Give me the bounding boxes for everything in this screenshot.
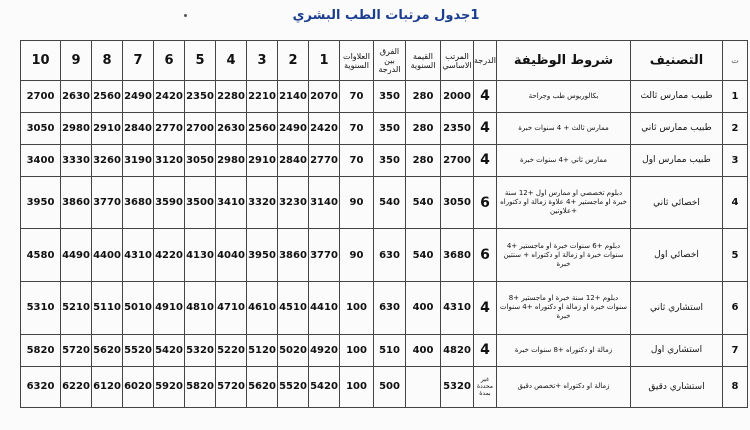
header-step-8: 8 (92, 41, 123, 81)
row-annual-value: 280 (406, 112, 441, 144)
row-step-5: 5820 (185, 366, 216, 407)
row-step-7: 4310 (123, 229, 154, 282)
header-step-4: 4 (216, 41, 247, 81)
row-grade: 4 (474, 112, 497, 144)
row-step-5: 4810 (185, 282, 216, 335)
row-base-salary: 5320 (441, 366, 474, 407)
row-step-10: 3050 (21, 112, 61, 144)
row-step-1: 4920 (309, 334, 340, 366)
page-title: 1جدول مرتبات الطب البشري (292, 8, 480, 23)
header-classification: التصنيف (631, 41, 723, 81)
row-grade: 6 (474, 176, 497, 229)
row-grade: 4 (474, 81, 497, 113)
row-step-2: 5020 (278, 334, 309, 366)
row-step-6: 3120 (154, 144, 185, 176)
row-annual-value: 400 (406, 282, 441, 335)
row-classification: طبيب ممارس ثالث (631, 81, 723, 113)
row-base-salary: 2700 (441, 144, 474, 176)
row-step-6: 5920 (154, 366, 185, 407)
table-row (21, 334, 748, 366)
row-step-4: 4710 (216, 282, 247, 335)
row-step-4: 2980 (216, 144, 247, 176)
row-conditions: دبلوم تخصصي او ممارس اول +12 سنة خبرة او ماجستير +4 علاوة زمالة او دكتوراه +علاوتين (497, 176, 631, 229)
row-step-8: 6120 (92, 366, 123, 407)
row-step-7: 5010 (123, 282, 154, 335)
row-step-3: 5620 (247, 366, 278, 407)
row-grade-difference: 350 (374, 144, 406, 176)
page-mark (184, 14, 187, 17)
row-step-2: 3230 (278, 176, 309, 229)
row-base-salary: 3050 (441, 176, 474, 229)
header-step-7: 7 (123, 41, 154, 81)
row-step-10: 5310 (21, 282, 61, 335)
row-step-7: 6020 (123, 366, 154, 407)
row-grade-difference: 350 (374, 81, 406, 113)
row-step-7: 3190 (123, 144, 154, 176)
row-step-2: 2490 (278, 112, 309, 144)
header-step-9: 9 (61, 41, 92, 81)
row-step-4: 5720 (216, 366, 247, 407)
row-step-2: 3860 (278, 229, 309, 282)
row-grade: 4 (474, 282, 497, 335)
row-conditions: دبلوم +6 سنوات خبرة او ماجستير +4 سنوات خبرة او زمالة او دكتوراه + سنتين خبرة (497, 229, 631, 282)
row-conditions: دبلوم +12 سنة خبرة او ماجستير +8 سنوات خبرة او زمالة او دكتوراه +4 سنوات خبرة (497, 282, 631, 335)
row-annual-value: 540 (406, 176, 441, 229)
row-step-8: 3260 (92, 144, 123, 176)
row-annual-raises: 70 (340, 112, 374, 144)
row-classification: اخصائي ثاني (631, 176, 723, 229)
row-step-8: 4400 (92, 229, 123, 282)
header-step-3: 3 (247, 41, 278, 81)
table-row (21, 176, 748, 229)
row-step-6: 3590 (154, 176, 185, 229)
row-step-6: 4220 (154, 229, 185, 282)
header-step-5: 5 (185, 41, 216, 81)
row-annual-raises: 100 (340, 366, 374, 407)
row-classification: اخصائي اول (631, 229, 723, 282)
row-base-salary: 4310 (441, 282, 474, 335)
row-step-8: 3770 (92, 176, 123, 229)
row-step-1: 4410 (309, 282, 340, 335)
table-row (21, 366, 748, 407)
row-step-6: 2770 (154, 112, 185, 144)
header-serial: ت (723, 41, 748, 81)
row-step-5: 3050 (185, 144, 216, 176)
row-step-2: 5520 (278, 366, 309, 407)
header-grade-difference: الفرق بين الدرجة (374, 41, 406, 81)
table-row (21, 112, 748, 144)
row-step-7: 2490 (123, 81, 154, 113)
row-step-2: 4510 (278, 282, 309, 335)
row-step-2: 2840 (278, 144, 309, 176)
row-base-salary: 3680 (441, 229, 474, 282)
row-step-4: 2280 (216, 81, 247, 113)
row-step-7: 5520 (123, 334, 154, 366)
row-step-9: 2980 (61, 112, 92, 144)
row-grade-difference: 500 (374, 366, 406, 407)
row-classification: طبيب ممارس اول (631, 144, 723, 176)
row-step-4: 4040 (216, 229, 247, 282)
row-grade: غير محددة بمدة (474, 366, 497, 407)
header-conditions: شروط الوظيفة (497, 41, 631, 81)
row-step-4: 3410 (216, 176, 247, 229)
table-body (21, 81, 748, 408)
header-step-1: 1 (309, 41, 340, 81)
header-grade: الدرجة (474, 41, 497, 81)
row-serial: 3 (723, 144, 748, 176)
row-step-10: 6320 (21, 366, 61, 407)
row-classification: طبيب ممارس ثاني (631, 112, 723, 144)
table-row (21, 229, 748, 282)
table-row (21, 282, 748, 335)
row-base-salary: 2350 (441, 112, 474, 144)
row-step-9: 4490 (61, 229, 92, 282)
row-step-7: 3680 (123, 176, 154, 229)
row-step-10: 5820 (21, 334, 61, 366)
row-conditions: زمالة او دكتوراه +8 سنوات خبرة (497, 334, 631, 366)
row-step-5: 5320 (185, 334, 216, 366)
row-step-3: 5120 (247, 334, 278, 366)
row-step-8: 5620 (92, 334, 123, 366)
row-step-6: 4910 (154, 282, 185, 335)
row-step-3: 2910 (247, 144, 278, 176)
row-serial: 4 (723, 176, 748, 229)
row-grade-difference: 540 (374, 176, 406, 229)
row-step-9: 3860 (61, 176, 92, 229)
row-serial: 7 (723, 334, 748, 366)
salary-table (20, 40, 748, 408)
row-base-salary: 2000 (441, 81, 474, 113)
salary-table-container (20, 40, 742, 408)
row-step-6: 5420 (154, 334, 185, 366)
row-step-3: 2210 (247, 81, 278, 113)
header-step-6: 6 (154, 41, 185, 81)
row-step-10: 3950 (21, 176, 61, 229)
header-step-10: 10 (21, 41, 61, 81)
row-step-5: 2350 (185, 81, 216, 113)
row-step-10: 4580 (21, 229, 61, 282)
row-grade-difference: 630 (374, 282, 406, 335)
row-grade-difference: 630 (374, 229, 406, 282)
row-step-10: 2700 (21, 81, 61, 113)
row-step-10: 3400 (21, 144, 61, 176)
row-step-3: 2560 (247, 112, 278, 144)
row-conditions: بكالوريوس طب وجراحة (497, 81, 631, 113)
row-grade: 4 (474, 144, 497, 176)
row-classification: استشاري ثاني (631, 282, 723, 335)
row-step-4: 5220 (216, 334, 247, 366)
row-step-3: 3320 (247, 176, 278, 229)
row-step-2: 2140 (278, 81, 309, 113)
row-step-1: 2070 (309, 81, 340, 113)
row-annual-value (406, 366, 441, 407)
row-serial: 6 (723, 282, 748, 335)
row-step-9: 5720 (61, 334, 92, 366)
header-annual-value: القيمة السنوية (406, 41, 441, 81)
table-row (21, 144, 748, 176)
row-step-5: 4130 (185, 229, 216, 282)
row-step-5: 2700 (185, 112, 216, 144)
row-grade-difference: 510 (374, 334, 406, 366)
row-step-9: 5210 (61, 282, 92, 335)
row-conditions: زمالة او دكتوراه +تخصص دقيق (497, 366, 631, 407)
row-annual-raises: 100 (340, 334, 374, 366)
row-annual-value: 280 (406, 144, 441, 176)
row-annual-raises: 100 (340, 282, 374, 335)
row-step-8: 2560 (92, 81, 123, 113)
row-step-7: 2840 (123, 112, 154, 144)
row-annual-value: 280 (406, 81, 441, 113)
row-serial: 2 (723, 112, 748, 144)
row-step-1: 3770 (309, 229, 340, 282)
row-step-3: 3950 (247, 229, 278, 282)
row-step-1: 2420 (309, 112, 340, 144)
table-header-row (21, 41, 748, 81)
row-classification: استشاري دقيق (631, 366, 723, 407)
row-step-3: 4610 (247, 282, 278, 335)
row-serial: 5 (723, 229, 748, 282)
row-grade: 6 (474, 229, 497, 282)
header-base-salary: المرتب الاساسي (441, 41, 474, 81)
row-classification: استشاري اول (631, 334, 723, 366)
row-step-1: 5420 (309, 366, 340, 407)
row-step-8: 5110 (92, 282, 123, 335)
row-grade-difference: 350 (374, 112, 406, 144)
row-base-salary: 4820 (441, 334, 474, 366)
row-conditions: ممارس ثالث + 4 سنوات خبرة (497, 112, 631, 144)
row-grade: 4 (474, 334, 497, 366)
row-annual-raises: 70 (340, 81, 374, 113)
row-serial: 1 (723, 81, 748, 113)
row-annual-raises: 90 (340, 176, 374, 229)
row-step-8: 2910 (92, 112, 123, 144)
row-annual-value: 400 (406, 334, 441, 366)
row-serial: 8 (723, 366, 748, 407)
row-annual-value: 540 (406, 229, 441, 282)
row-step-6: 2420 (154, 81, 185, 113)
row-step-9: 3330 (61, 144, 92, 176)
row-step-9: 2630 (61, 81, 92, 113)
row-conditions: ممارس ثاني +4 سنوات خبرة (497, 144, 631, 176)
row-step-1: 3140 (309, 176, 340, 229)
header-annual-raises: العلاوات السنوية (340, 41, 374, 81)
header-step-2: 2 (278, 41, 309, 81)
table-row (21, 81, 748, 113)
row-annual-raises: 70 (340, 144, 374, 176)
row-step-4: 2630 (216, 112, 247, 144)
row-annual-raises: 90 (340, 229, 374, 282)
row-step-1: 2770 (309, 144, 340, 176)
row-step-9: 6220 (61, 366, 92, 407)
row-step-5: 3500 (185, 176, 216, 229)
